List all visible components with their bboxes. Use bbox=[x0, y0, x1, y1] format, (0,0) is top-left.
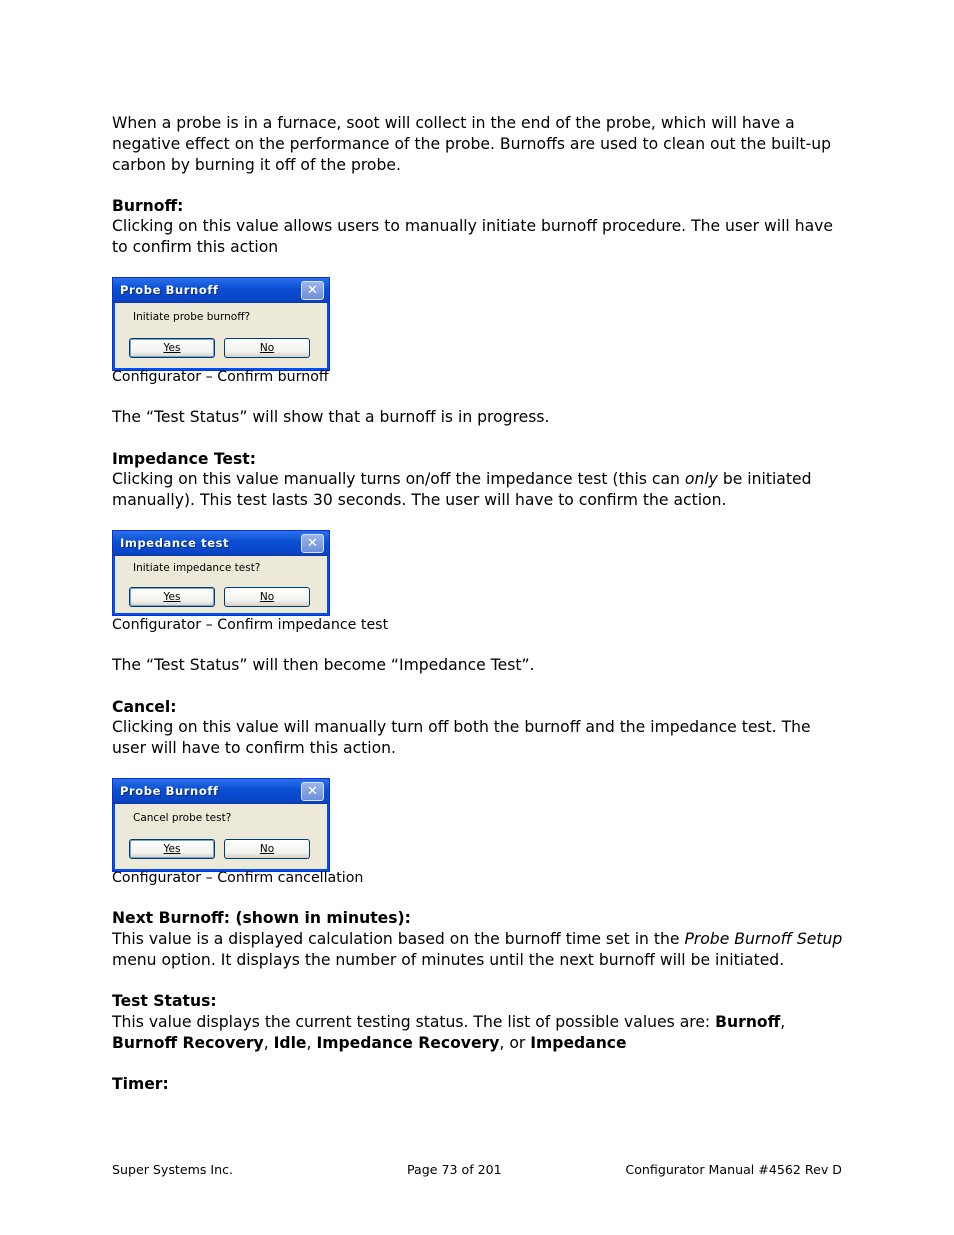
footer-document-id: Configurator Manual #4562 Rev D bbox=[625, 1162, 842, 1177]
status-value-burnoff: Burnoff bbox=[715, 1013, 781, 1031]
no-button[interactable]: No bbox=[224, 839, 310, 859]
impedance-caption: Configurator – Confirm impedance test bbox=[112, 617, 389, 633]
intro-paragraph: When a probe is in a furnace, soot will collect in the end of the probe, which will have a negative effect on the performance of the probe. Burnoffs are used to clean out the built-up carbon by burning it off of the probe. bbox=[112, 114, 832, 174]
status-value-impedance: Impedance bbox=[530, 1033, 627, 1052]
separator: , bbox=[780, 1013, 786, 1031]
yes-button[interactable]: Yes bbox=[129, 587, 215, 607]
close-icon[interactable]: ✕ bbox=[301, 534, 324, 553]
probe-burnoff-dialog bbox=[112, 277, 330, 371]
impedance-status-note: The “Test Status” will then become “Impedance Test”. bbox=[112, 656, 535, 674]
dialog-title: Probe Burnoff bbox=[120, 784, 219, 798]
impedance-text-emphasis: only bbox=[684, 470, 718, 488]
test-status-text: This value displays the current testing status. The list of possible values are: bbox=[112, 1013, 716, 1031]
test-status-description bbox=[112, 1012, 847, 1054]
burnoff-status-note: The “Test Status” will show that a burnoff is in progress. bbox=[112, 408, 550, 426]
dialog-title-bar bbox=[113, 278, 329, 303]
dialog-title-bar bbox=[113, 779, 329, 804]
dialog-title-bar bbox=[113, 531, 329, 556]
dialog-title: Impedance test bbox=[120, 536, 230, 550]
separator: , bbox=[306, 1033, 317, 1052]
close-icon[interactable]: ✕ bbox=[301, 782, 324, 801]
impedance-text-2: be initiated manually). This test lasts 30 seconds. The user will have to confirm the action. bbox=[112, 470, 812, 509]
impedance-description bbox=[112, 469, 847, 511]
footer-page-number: Page 73 of 201 bbox=[407, 1162, 502, 1177]
next-burnoff-heading: Next Burnoff: (shown in minutes): bbox=[112, 909, 411, 927]
dialog-title: Probe Burnoff bbox=[120, 283, 219, 297]
dialog-message: Initiate impedance test? bbox=[133, 562, 261, 574]
separator: , bbox=[263, 1033, 274, 1052]
dialog-body bbox=[116, 804, 326, 868]
impedance-test-dialog bbox=[112, 530, 330, 616]
dialog-message: Initiate probe burnoff? bbox=[133, 311, 251, 323]
cancel-description: Clicking on this value will manually turn off both the burnoff and the impedance test. The user will have to confirm this action. bbox=[112, 718, 811, 757]
no-button[interactable]: No bbox=[224, 587, 310, 607]
yes-button[interactable]: Yes bbox=[129, 338, 215, 358]
burnoff-caption: Configurator – Confirm burnoff bbox=[112, 369, 329, 385]
impedance-heading: Impedance Test: bbox=[112, 450, 256, 468]
cancel-probe-test-dialog bbox=[112, 778, 330, 872]
next-burnoff-text-emphasis: Probe Burnoff Setup bbox=[684, 930, 843, 948]
status-value-idle: Idle bbox=[273, 1033, 307, 1052]
timer-heading: Timer: bbox=[112, 1075, 169, 1093]
yes-button[interactable]: Yes bbox=[129, 839, 215, 859]
dialog-body bbox=[116, 303, 326, 367]
burnoff-heading: Burnoff: bbox=[112, 197, 184, 215]
cancel-heading: Cancel: bbox=[112, 698, 177, 716]
next-burnoff-text-2: menu option. It displays the number of minutes until the next burnoff will be initiated. bbox=[112, 950, 785, 969]
status-value-impedance-recovery: Impedance Recovery bbox=[316, 1033, 500, 1052]
test-status-heading: Test Status: bbox=[112, 992, 217, 1010]
burnoff-description: Clicking on this value allows users to manually initiate burnoff procedure. The user will have to confirm this action bbox=[112, 217, 833, 256]
separator: , or bbox=[499, 1033, 531, 1052]
dialog-message: Cancel probe test? bbox=[133, 812, 232, 824]
footer-company: Super Systems Inc. bbox=[112, 1162, 234, 1177]
cancel-caption: Configurator – Confirm cancellation bbox=[112, 870, 364, 886]
close-icon[interactable]: ✕ bbox=[301, 281, 324, 300]
status-value-burnoff-recovery: Burnoff Recovery bbox=[112, 1033, 264, 1052]
impedance-text-1: Clicking on this value manually turns on/off the impedance test (this can bbox=[112, 470, 685, 488]
dialog-body bbox=[116, 556, 326, 611]
no-button[interactable]: No bbox=[224, 338, 310, 358]
next-burnoff-text-1: This value is a displayed calculation based on the burnoff time set in the bbox=[112, 930, 685, 948]
next-burnoff-description bbox=[112, 929, 847, 971]
